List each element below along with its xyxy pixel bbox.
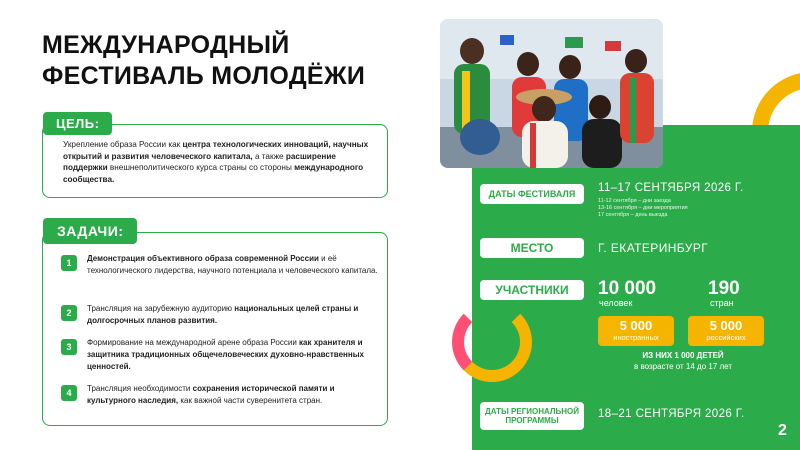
text-segment: Формирование на международной арене образа России xyxy=(87,338,300,347)
foreign-label: иностранных xyxy=(613,333,659,342)
task-text xyxy=(87,303,379,327)
children-count: ИЗ НИХ 1 000 ДЕТЕЙ xyxy=(642,351,724,360)
task-text xyxy=(87,337,379,373)
task-text xyxy=(87,253,379,277)
page-number: 2 xyxy=(778,422,787,439)
dates-value: 11–17 СЕНТЯБРЯ 2026 Г. xyxy=(598,182,744,194)
emphasized-text: международного сообщества. xyxy=(63,163,364,184)
task-number-badge: 3 xyxy=(61,339,77,355)
russian-participants-box xyxy=(688,316,764,346)
text-segment: Трансляция необходимости xyxy=(87,384,193,393)
children-age: в возрасте от 14 до 17 лет xyxy=(633,362,733,371)
place-value: Г. ЕКАТЕРИНБУРГ xyxy=(598,241,709,255)
dates-detail-3: 17 сентября – день выезда xyxy=(598,212,668,218)
emphasized-text: центра технологических инноваций, научных открытий и развития человеческого капитала, xyxy=(63,140,369,161)
text-segment: внешнеполитического курса страны со стороны xyxy=(107,163,295,172)
title-line-1: МЕЖДУНАРОДНЫЙ xyxy=(42,31,290,59)
tasks-label: ЗАДАЧИ: xyxy=(43,218,137,244)
foreign-participants-box xyxy=(598,316,674,346)
task-number-badge: 1 xyxy=(61,255,77,271)
goal-card xyxy=(42,116,388,198)
goal-label: ЦЕЛЬ: xyxy=(43,112,112,135)
task-number-badge: 2 xyxy=(61,305,77,321)
participants-label: УЧАСТНИКИ xyxy=(480,280,584,300)
dates-label: ДАТЫ ФЕСТИВАЛЯ xyxy=(480,184,584,204)
task-item-1 xyxy=(61,253,379,277)
emphasized-text: расширение поддержки xyxy=(63,151,336,172)
people-count: 10 000 xyxy=(598,278,657,299)
foreign-count: 5 000 xyxy=(619,318,653,333)
dates-detail-2: 13-16 сентября – дни мероприятия xyxy=(598,205,688,211)
text-segment: как важной части суверенитета стран. xyxy=(178,396,323,405)
emphasized-text: Демонстрация объективного образа современной России xyxy=(87,254,319,263)
russian-label: российских xyxy=(706,333,746,342)
text-segment: и её технологического лидерства, научного потенциала и человеческого капитала. xyxy=(87,254,378,275)
countries-label: стран xyxy=(710,298,734,308)
emphasized-text: сохранения исторической памяти и культурного наследия, xyxy=(87,384,335,405)
emphasized-text: национальных целей страны и долгосрочных планов развития. xyxy=(87,304,359,325)
tasks-card xyxy=(42,223,388,426)
russian-count: 5 000 xyxy=(709,318,743,333)
regional-program-dates: 18–21 СЕНТЯБРЯ 2026 Г. xyxy=(598,408,745,420)
page-title xyxy=(42,30,422,92)
crowd-photo-illustration xyxy=(440,19,663,168)
emphasized-text: как хранителя и защитника традиционных общечеловеческих духовно-нравственных ценностей. xyxy=(87,338,364,371)
countries-count: 190 xyxy=(708,278,740,299)
task-text xyxy=(87,383,379,407)
title-line-2: ФЕСТИВАЛЬ МОЛОДЁЖИ xyxy=(42,62,366,90)
festival-photo xyxy=(440,19,663,168)
goal-text xyxy=(63,139,381,185)
regional-program-label: ДАТЫ РЕГИОНАЛЬНОЙ ПРОГРАММЫ xyxy=(480,402,584,430)
people-label: человек xyxy=(599,298,633,308)
place-label: МЕСТО xyxy=(480,238,584,258)
task-item-3 xyxy=(61,337,379,373)
task-number-badge: 4 xyxy=(61,385,77,401)
text-segment: Укрепление образа России как xyxy=(63,140,183,149)
dates-detail-1: 11-12 сентября – дни заезда xyxy=(598,198,671,204)
decorative-arc-small xyxy=(452,302,532,382)
text-segment: Трансляция на зарубежную аудиторию xyxy=(87,304,235,313)
task-item-2 xyxy=(61,303,379,327)
text-segment: а также xyxy=(252,151,286,161)
task-item-4 xyxy=(61,383,379,407)
children-note xyxy=(598,350,768,372)
